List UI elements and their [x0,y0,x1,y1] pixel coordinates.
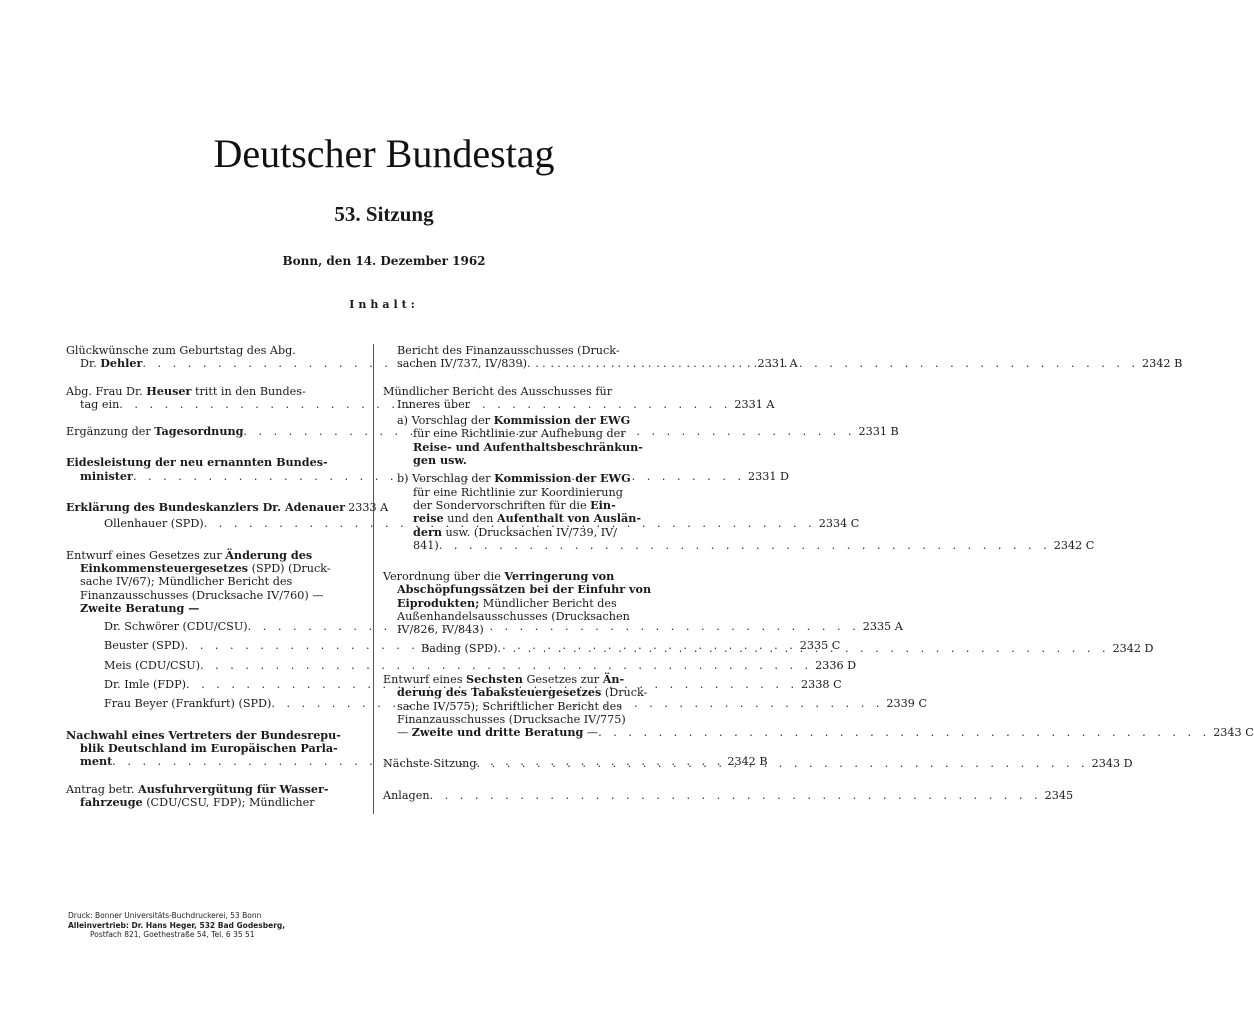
toc-entry-birthday[interactable]: Glückwünsche zum Geburtstag des Abg. Dr. Dehler . . . 2331 A [66,344,362,371]
toc-entry-heuser[interactable]: Abg. Frau Dr. Heuser tritt in den Bundes- tag ein . . . 2331 A [66,385,362,412]
page-ref: 2343 C [1213,726,1254,740]
toc-heading: Inhalt: [349,298,419,311]
page-ref: 2335 C [799,639,841,653]
leader-dots [430,789,1042,802]
toc-entry-tabaksteuer[interactable]: Entwurf eines Sechsten Gesetzes zur Än- derung des Tabaksteuergesetzes (Druck- sache IV/575); Schriftlicher Bericht des Finanzausschusses (Drucksache IV/775) — Zweite und dritte Beratung — . . . 2343 C [383,673,705,739]
toc-entry-agenda[interactable]: Ergänzung der Tagesordnung . . . 2331 B [66,425,362,438]
toc-entry-income-tax[interactable]: Entwurf eines Gesetzes zur Änderung des Einkommensteuergesetzes (SPD) (Druck- sache IV/67); Mündlicher Bericht des Finanzausschusses (Drucksache IV/760) — Zweite Beratung — [66,547,331,615]
toc-entry-ausfuhr[interactable]: Antrag betr. Ausfuhrvergütung für Wasser- fahrzeuge (CDU/CSU, FDP); Mündlicher [66,781,329,809]
page-title: Deutscher Bundestag [213,131,555,176]
toc-speaker[interactable]: Dr. Imle (FDP) . . . 2338 C [66,678,362,691]
page-ref: 2331 A [757,357,798,371]
leader-dots [477,757,1089,770]
page-ref: 2338 C [801,678,842,692]
page-ref: 2343 D [1091,757,1133,771]
toc-entry-anlagen[interactable]: Anlagen . . . 2345 [383,789,705,802]
toc-entry-ollenhauer[interactable]: Ollenhauer (SPD) . . . 2334 C [66,517,362,530]
page-ref: 2331 A [734,397,775,411]
toc-entry-inneres[interactable]: Mündlicher Bericht des Ausschusses für Inneres über a) Vorschlag der Kommission der EWG für eine Richtlinie zur Aufhebung der Reise- und Aufenthaltsbeschränkun- gen usw. b) Vorschlag der Kommission der EWG für eine Richtlinie zur Koordinierung der Sondervorschriften für die Ein- reise und den Aufenthalt von Auslän- dern usw. (Drucksachen IV/739, IV/ 841) . . . 2342 C [383,385,705,553]
page-ref: 2331 B [858,425,899,439]
toc-entry-adenauer[interactable]: Erklärung des Bundeskanzlers Dr. Adenauer 2333 A [66,500,389,515]
page-ref: 2345 [1044,788,1074,802]
leader-dots [497,642,1109,655]
page-ref: 2342 C [1053,538,1095,552]
toc-entry-finanz-cont[interactable]: Bericht des Finanzausschusses (Druck- sachen IV/737, IV/839) . . . 2342 B [383,344,705,371]
toc-entry-abschoepfung[interactable]: Verordnung über die Verringerung von Abschöpfungssätzen bei der Einfuhr von Eiprodukten; Mündlicher Bericht des Außenhandelsausschusses (Drucksachen IV/826, IV/843) Bading (SPD) . . . 2342 D [383,570,705,655]
page-ref: 2333 A [348,501,389,515]
page-ref: 2339 C [886,697,928,711]
page-ref: 2335 A [862,620,903,634]
leader-dots [439,539,1051,552]
toc-speaker[interactable]: Dr. Schwörer (CDU/CSU) . . . 2335 A [66,620,362,633]
page-ref: 2342 B [1142,357,1183,371]
column-divider [373,344,374,814]
toc-speaker[interactable]: Meis (CDU/CSU) . . . 2336 D [66,659,362,672]
toc-speaker[interactable]: Beuster (SPD) . . . 2335 C [66,639,362,652]
leader-dots [527,357,1139,370]
imprint-footer: Druck: Bonner Universitäts-Buchdruckerei, 53 Bonn Alleinvertrieb: Dr. Hans Heger, 532 Bad Godesberg, Postfach 821, Goethestraße 54, Tel. 6 35 51 [68,911,286,940]
toc-entry-nachwahl[interactable]: Nachwahl eines Vertreters der Bundesrepu- blik Deutschland im Europäischen Parla- ment . . . 2342 B [66,729,362,769]
page-ref: 2336 D [815,658,857,672]
toc-speaker[interactable]: Frau Beyer (Frankfurt) (SPD) . . . 2339 C [66,697,362,710]
toc-entry-next-session[interactable]: Nächste Sitzung . . . 2343 D [383,757,705,770]
page-ref: 2334 C [818,517,860,531]
leader-dots [598,726,1210,739]
page-ref: 2331 D [748,469,790,483]
toc-entry-oath[interactable]: Eidesleistung der neu ernannten Bundes- minister . . . 2331 D [66,456,362,483]
session-number: 53. Sitzung [334,202,434,226]
page-ref: 2342 D [1112,641,1154,655]
toc-entry-text: Glückwünsche zum Geburtstag des Abg. [66,344,296,357]
page-ref: 2342 B [727,755,768,769]
dateline: Bonn, den 14. Dezember 1962 [282,254,486,268]
